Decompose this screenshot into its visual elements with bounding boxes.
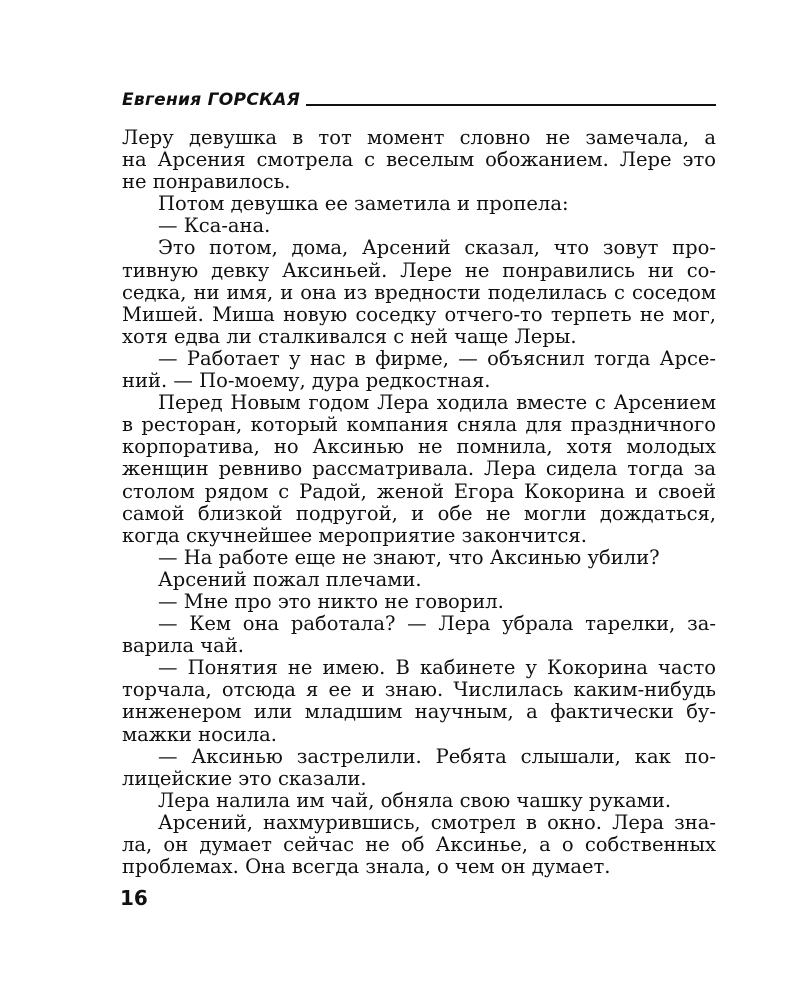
text-line: инженером или младшим научным, а фактически бу- xyxy=(122,701,716,724)
text-line: Потом девушка ее заметила и пропела: xyxy=(158,193,569,216)
body-text xyxy=(122,127,716,878)
text-line: варила чай. xyxy=(122,635,245,658)
text-line: — Кса-ана. xyxy=(158,215,271,238)
text-line: Леру девушка в тот момент словно не замечала, а xyxy=(122,127,716,149)
text-line: женщин ревниво рассматривала. Лера сидела тогда за xyxy=(122,458,716,481)
text-line: в ресторан, который компания сняла для праздничного xyxy=(122,414,716,437)
text-line: не понравилось. xyxy=(122,171,291,194)
text-line: тивную девку Аксиньей. Лере не понравились ни со- xyxy=(122,259,716,282)
text-line: Перед Новым годом Лера ходила вместе с Арсением xyxy=(158,392,716,415)
text-line: — Кем она работала? — Лера убрала тарелки, за- xyxy=(158,613,716,636)
text-line: хотя едва ли сталкивался с ней чаще Леры. xyxy=(122,325,577,348)
text-line: — Мне про это никто не говорил. xyxy=(158,590,504,613)
text-line: Арсений пожал плечами. xyxy=(158,568,422,591)
text-line: Это потом, дома, Арсений сказал, что зовут про- xyxy=(158,237,716,260)
header-rule xyxy=(306,104,716,106)
text-line: — Аксинью застрелили. Ребята слышали, как по- xyxy=(158,745,716,768)
page-number: 16 xyxy=(120,886,148,910)
text-line: проблемах. Она всегда знала, о чем он думает. xyxy=(122,856,611,879)
text-line: ний. — По-моему, дура редкостная. xyxy=(122,370,491,393)
text-line: — На работе еще не знают, что Аксинью убили? xyxy=(158,546,660,569)
text-line: Лера налила им чай, обняла свою чашку руками. xyxy=(158,789,672,812)
text-line: лицейские это сказали. xyxy=(122,767,367,790)
text-line: на Арсения смотрела с веселым обожанием. Лере это xyxy=(122,149,716,172)
text-line: Мишей. Миша новую соседку отчего-то терпеть не мог, xyxy=(122,303,716,326)
text-line: Арсений, нахмурившись, смотрел в окно. Лера зна- xyxy=(158,811,716,834)
text-line: когда скучнейшее мероприятие закончится. xyxy=(122,524,587,547)
header-author: Евгения ГОРСКАЯ xyxy=(122,90,301,110)
text-line: ла, он думает сейчас не об Аксинье, а о собственных xyxy=(122,834,716,856)
text-line: — Работает у нас в фирме, — объяснил тогда Арсе- xyxy=(158,347,716,370)
text-line: — Понятия не имею. В кабинете у Кокорина часто xyxy=(158,657,716,680)
text-line: мажки носила. xyxy=(122,723,277,746)
text-line: корпоратива, но Аксинью не помнила, хотя молодых xyxy=(122,436,716,459)
text-line: торчала, отсюда я ее и знаю. Числилась каким-нибудь xyxy=(122,679,716,702)
text-line: столом рядом с Радой, женой Егора Кокорина и своей xyxy=(122,480,716,503)
text-line: седка, ни имя, и она из вредности поделилась с соседом xyxy=(122,281,716,304)
running-header xyxy=(122,84,716,110)
text-line: самой близкой подругой, и обе не могли дождаться, xyxy=(122,502,716,525)
